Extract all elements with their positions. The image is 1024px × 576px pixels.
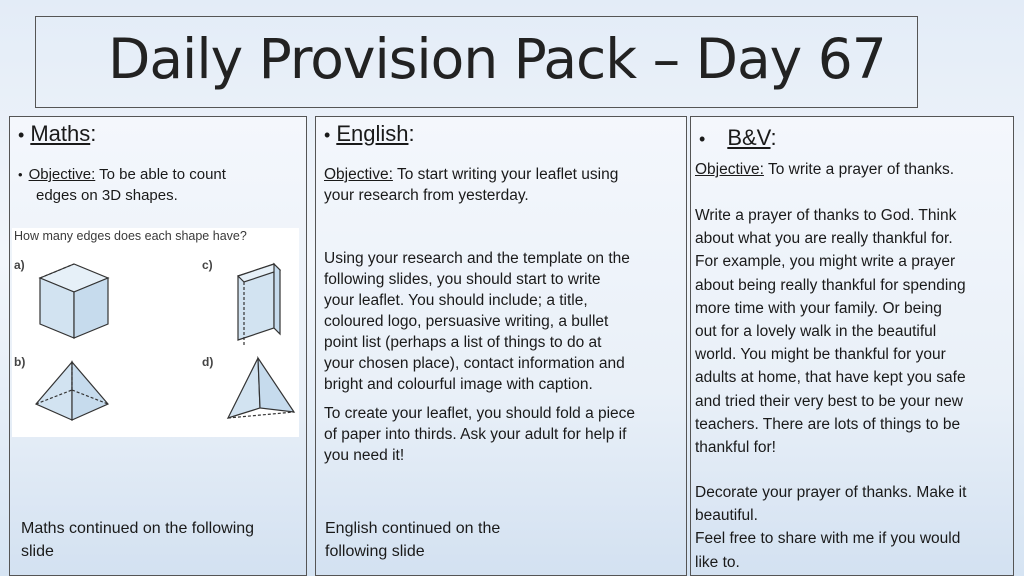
english-body-line: Using your research and the template on the [324,250,630,267]
cube-shape [40,264,108,338]
english-body-line: your leaflet. You should include; a title, [324,292,588,309]
bv-body-line: about being really thankful for spending [695,276,966,294]
english-fold-line: you need it! [324,447,405,464]
maths-footer-line: slide [21,543,54,560]
bv-objective-text: To write a prayer of thanks. [763,161,955,178]
english-objective-line: To start writing your leaflet using [392,166,619,183]
prism-shape [238,264,280,346]
bv-body-line: thankful for! [695,439,776,457]
worksheet-label-a: a) [14,258,25,272]
maths-objective-label: Objective: [28,166,96,183]
bv-body-line: adults at home, that have kept you safe [695,369,966,387]
bv-body-line: teachers. There are lots of things to be [695,415,961,433]
english-footer-line: following slide [325,543,425,560]
maths-objective [18,164,226,206]
page-title: Daily Provision Pack – Day 67 [108,27,886,91]
shapes-drawing [12,228,299,437]
bv-panel [690,116,1014,576]
bv-body-line: Write a prayer of thanks to God. Think [695,207,957,224]
triangular-pyramid-shape [228,358,294,418]
bv-decorate-line: beautiful. [695,507,758,525]
english-objective-line: your research from yesterday. [324,187,529,204]
english-instructions [324,248,630,395]
english-body-line: following slides, you should start to write [324,271,601,288]
bv-decorate-line: Feel free to share with me if you would [695,530,961,548]
english-footer [325,517,500,563]
english-body-line: bright and colourful image with caption. [324,376,593,393]
bv-body-line: For example, you might write a prayer [695,253,956,271]
bv-body-line: more time with your family. Or being [695,299,942,317]
bullet-icon: • [699,129,706,149]
bv-body-line: world. You might be thankful for your [695,346,946,364]
bv-body-line: about what you are really thankful for. [695,230,953,248]
maths-heading-text: Maths [30,121,91,146]
bv-objective [695,159,954,180]
bv-prayer-instructions [695,204,966,459]
maths-heading: • Maths: [18,121,97,146]
bv-decorate-line: like to. [695,553,740,571]
maths-footer-line: Maths continued on the following [21,520,255,537]
bv-decorate-instructions [695,481,966,574]
worksheet-question: How many edges does each shape have? [14,229,247,243]
maths-objective-line: To be able to count [99,166,226,183]
square-pyramid-shape [36,362,108,420]
bv-heading-text: B&V [727,125,771,150]
bv-body-line: and tried their very best to be your new [695,392,963,410]
bv-heading: • B&V: [699,125,777,150]
bullet-icon: • [18,125,25,145]
english-body-line: coloured logo, persuasive writing, a bullet [324,313,609,330]
worksheet-label-b: b) [14,355,26,369]
english-panel [315,116,687,576]
maths-objective-line: edges on 3D shapes. [36,187,178,204]
worksheet-label-c: c) [202,258,213,272]
bv-body-line: out for a lovely walk in the beautiful [695,323,937,341]
worksheet-label-d: d) [202,355,214,369]
english-objective [324,164,618,206]
bullet-icon: • [18,167,23,182]
english-objective-label: Objective: [324,166,393,183]
english-body-line: point list (perhaps a list of things to do at [324,334,602,351]
english-fold-line: of paper into thirds. Ask your adult for help if [324,426,627,443]
english-heading-text: English [336,121,409,146]
english-body-line: your chosen place), contact information and [324,355,625,372]
english-heading: • English: [324,121,415,146]
english-footer-line: English continued on the [325,520,501,537]
maths-footer [21,517,254,563]
maths-panel [9,116,307,576]
shapes-worksheet-image [12,228,299,437]
bv-decorate-line: Decorate your prayer of thanks. Make it [695,484,967,501]
bv-objective-label: Objective: [695,161,764,178]
title-box [35,16,918,108]
english-fold-instructions [324,403,635,466]
english-fold-line: To create your leaflet, you should fold a piece [324,405,636,422]
bullet-icon: • [324,125,331,145]
